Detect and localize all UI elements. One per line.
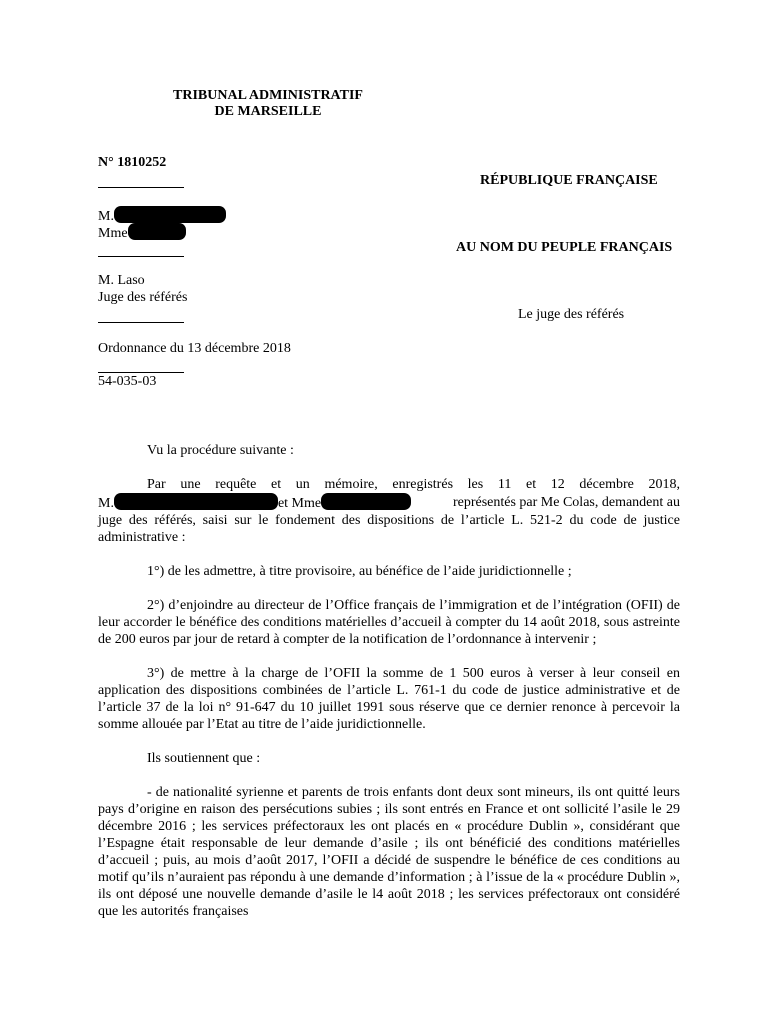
p1-party-m xyxy=(98,493,411,512)
divider xyxy=(98,322,184,323)
item-2: 2°) d’enjoindre au directeur de l’Office français de l’immigration et de l’intégration (OFII) de leur accorder le bénéfice des conditions matérielles d’accueil à compter du 14 août 2018, sous astreinte de 200 euros par jour de retard à compter de la notification de l’ordonnance à intervenir ; xyxy=(98,598,680,647)
redaction-block xyxy=(321,493,411,510)
judge-role: Le juge des référés xyxy=(518,307,625,322)
p1-line-2 xyxy=(98,493,680,512)
claim-bullet-1: - de nationalité syrienne et parents de trois enfants dont deux sont mineurs, ils ont quitté leurs pays d’origine en raison des persécutions subies ; ils sont entrés en France et ont sollicité l’asile le 29 décembre 2016 ; les services préfectoraux les ont placés en « procédure Dublin », considérant que l’Espagne était responsable de leur demande d’asile ; ils ont bénéficié des conditions matérielles d’accueil ; puis, au mois d’août 2017, l’OFII a décidé de suspendre le bénéfice de ces conditions au motif qu’ils n’auraient pas répondu à une demande d’information ; à l’issue de la « procédure Dublin », ils ont déposé une nouvelle demande d’asile le l4 août 2018 ; les services préfectoraux ont considéré que les autorités françaises xyxy=(98,785,680,919)
redaction-block xyxy=(114,206,226,223)
p1-cont: juge des référés, saisi sur le fondement des dispositions de l’article L. 521-2 du code de justice administrative : xyxy=(98,513,680,545)
intro-line: Vu la procédure suivante : xyxy=(147,443,294,458)
classification-code: 54-035-03 xyxy=(98,374,157,389)
judge-title: Juge des référés xyxy=(98,290,188,305)
court-line-2: DE MARSEILLE xyxy=(214,104,322,119)
party-mme-label: Mme xyxy=(98,226,128,241)
redaction-block xyxy=(128,223,186,240)
ordonnance-date: Ordonnance du 13 décembre 2018 xyxy=(98,341,291,356)
body-text xyxy=(98,442,680,920)
redaction-block xyxy=(114,493,278,510)
item-3: 3°) de mettre à la charge de l’OFII la somme de 1 500 euros à verser à leur conseil en application des dispositions combinées de l’article L. 761-1 du code de justice administrative et de l’article 37 de la loi n° 91-647 du 10 juillet 1991 sous réserve que ce dernier renonce à percevoir la somme allouée par l’Etat au titre de l’aide juridictionnelle. xyxy=(98,666,680,732)
p1-m-label: M. xyxy=(98,496,114,511)
divider xyxy=(98,372,184,373)
divider xyxy=(98,187,184,188)
court-line-1: TRIBUNAL ADMINISTRATIF xyxy=(173,88,363,103)
people-heading: AU NOM DU PEUPLE FRANÇAIS xyxy=(456,240,673,255)
republic-heading: RÉPUBLIQUE FRANÇAISE xyxy=(480,173,658,188)
court-name xyxy=(130,88,406,120)
p1-line-1: Par une requête et un mémoire, enregistrés les 11 et 12 décembre 2018, xyxy=(147,477,680,492)
claims-intro: Ils soutiennent que : xyxy=(147,751,261,766)
divider xyxy=(98,256,184,257)
party-mme xyxy=(98,223,186,242)
judge-name: M. Laso xyxy=(98,273,145,288)
p1-et-mme: et Mme xyxy=(277,496,322,511)
party-m-label: M. xyxy=(98,209,114,224)
case-number: N° 1810252 xyxy=(98,155,167,170)
item-1: 1°) de les admettre, à titre provisoire, au bénéfice de l’aide juridictionnelle ; xyxy=(147,564,572,579)
p1-rest: représentés par Me Colas, demandent au xyxy=(452,495,680,510)
